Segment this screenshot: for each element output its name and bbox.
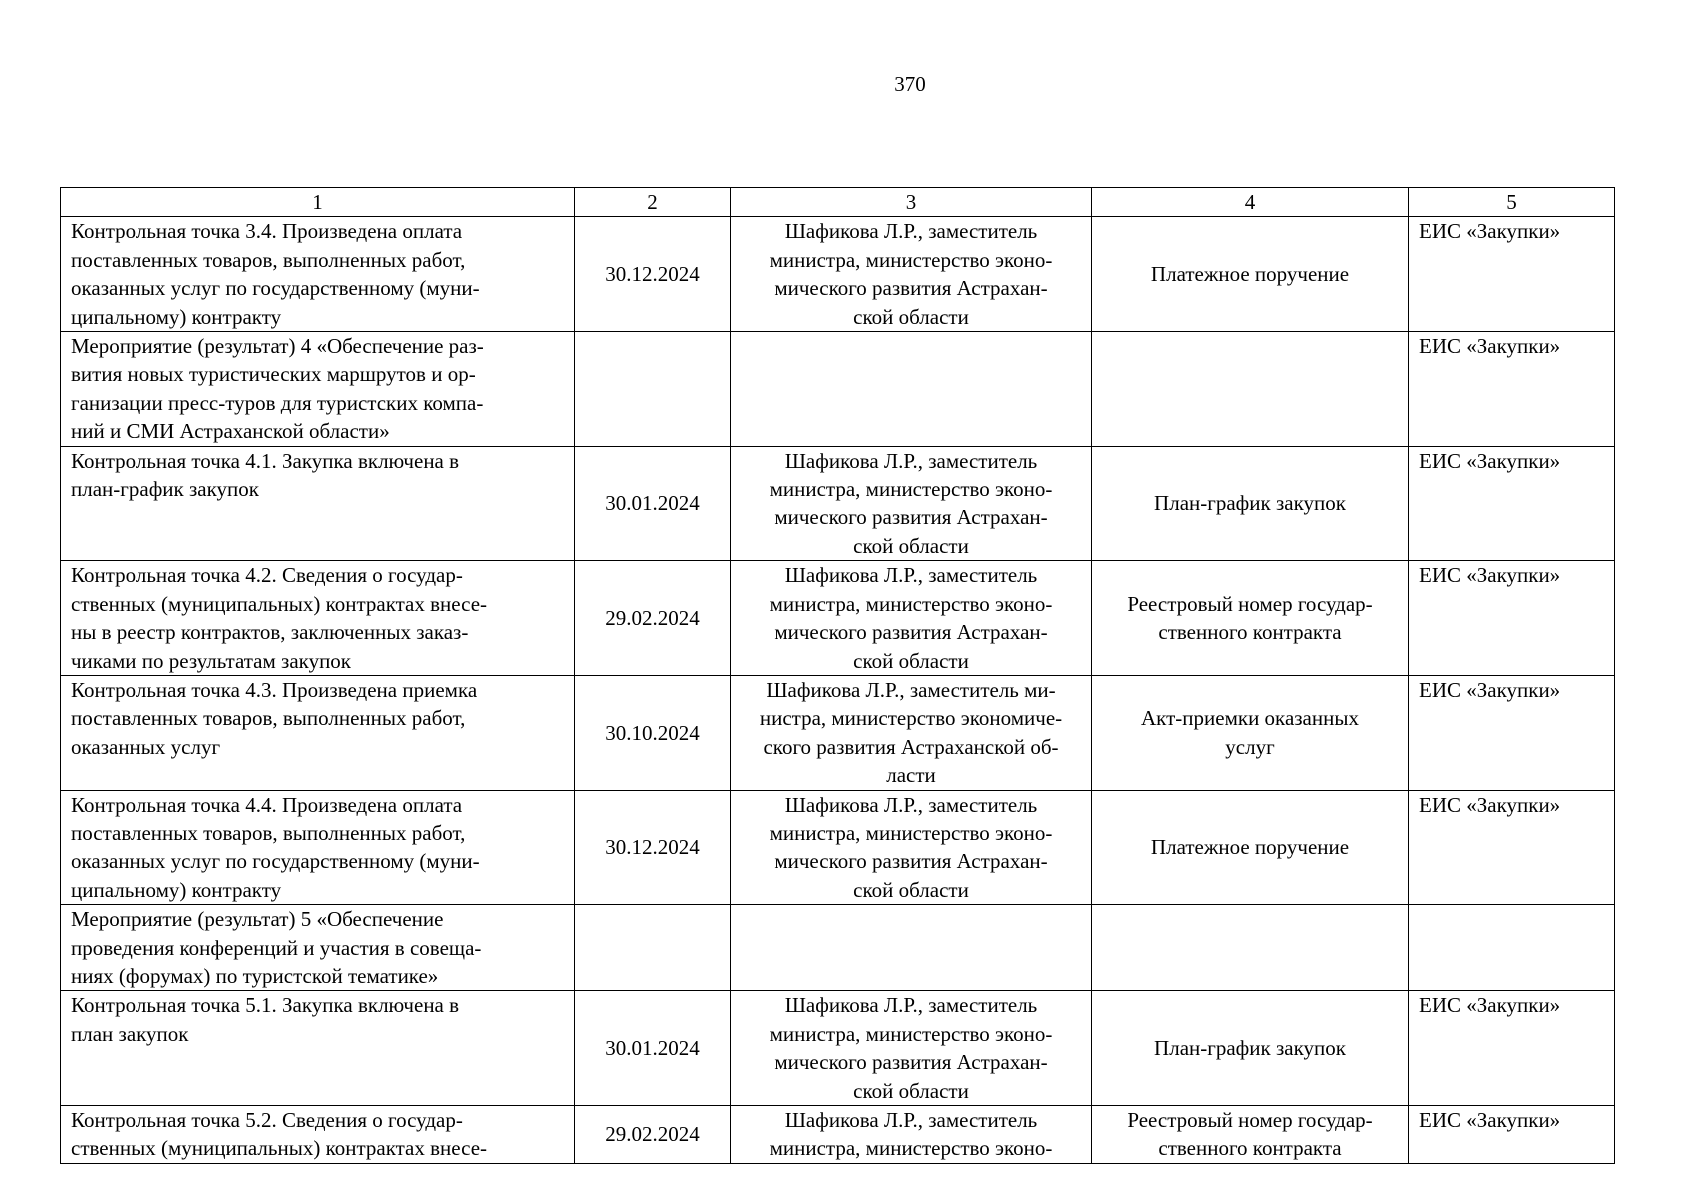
cell-deadline — [575, 675, 731, 790]
cell-line: ципальному) контракту — [71, 877, 282, 902]
cell-info-system — [1409, 217, 1615, 332]
cell-line: ЕИС «Закупки» — [1419, 1108, 1561, 1132]
cell-line: услуг — [1225, 734, 1275, 759]
cell-responsible — [731, 675, 1092, 790]
cell-line: Шафикова Л.Р., заместитель — [784, 563, 1038, 588]
cell-line: ЕИС «Закупки» — [1419, 993, 1561, 1018]
cell-line: проведения конференций и участия в совеща- — [71, 935, 482, 960]
cell-line: ской области — [853, 648, 969, 673]
cell-line: Мероприятие (результат) 5 «Обеспечение — [71, 907, 444, 932]
table-row — [61, 790, 1615, 905]
cell-line: мического развития Астрахан- — [774, 505, 1048, 530]
cell-info-system — [1409, 561, 1615, 676]
cell-line: ниях (форумах) по туристской тематике» — [71, 963, 439, 988]
cell-line: министра, министерство эконо- — [769, 477, 1053, 502]
cell-line: Шафикова Л.Р., заместитель — [784, 792, 1038, 817]
header-col-5: 5 — [1409, 188, 1615, 217]
page-number: 370 — [894, 72, 926, 96]
cell-line: ского развития Астраханской об- — [763, 734, 1059, 759]
table-row — [61, 561, 1615, 676]
cell-line: 30.12.2024 — [605, 835, 700, 860]
cell-line: ЕИС «Закупки» — [1419, 563, 1561, 588]
cell-line: 30.01.2024 — [605, 1035, 700, 1060]
cell-line: мического развития Астрахан- — [774, 620, 1048, 645]
cell-line: Платежное поручение — [1150, 835, 1350, 860]
cell-line: План-график закупок — [1154, 491, 1346, 516]
cell-line: мического развития Астрахан- — [774, 276, 1048, 301]
header-col-4: 4 — [1092, 188, 1409, 217]
cell-info-system — [1409, 790, 1615, 905]
cell-line: ний и СМИ Астраханской области» — [71, 419, 390, 444]
cell-item-name — [61, 332, 575, 447]
cell-deadline — [575, 905, 731, 991]
table-row — [61, 905, 1615, 991]
cell-line: поставленных товаров, выполненных работ, — [71, 247, 466, 272]
cell-line: ЕИС «Закупки» — [1419, 334, 1561, 359]
cell-line: ской области — [853, 304, 969, 329]
table-row — [61, 217, 1615, 332]
cell-line: Контрольная точка 5.2. Сведения о государ- — [71, 1108, 463, 1132]
header-col-1: 1 — [61, 188, 575, 217]
cell-line: Мероприятие (результат) 4 «Обеспечение раз- — [71, 334, 484, 359]
cell-line: 30.12.2024 — [605, 262, 700, 287]
cell-line: план-график закупок — [71, 477, 259, 502]
cell-deadline — [575, 1106, 731, 1164]
control-points-table — [60, 187, 1615, 1164]
table-row — [61, 1106, 1615, 1164]
cell-line: Шафикова Л.Р., заместитель ми- — [766, 677, 1056, 702]
cell-item-name — [61, 905, 575, 991]
cell-line: оказанных услуг по государственному (муни- — [71, 276, 480, 301]
cell-line: Контрольная точка 4.2. Сведения о государ- — [71, 563, 463, 588]
cell-line: план закупок — [71, 1021, 189, 1046]
cell-item-name — [61, 991, 575, 1106]
cell-line: министра, министерство эконо- — [769, 820, 1053, 845]
cell-deadline — [575, 332, 731, 447]
cell-line: ственного контракта — [1158, 620, 1342, 645]
cell-line: ЕИС «Закупки» — [1419, 677, 1561, 702]
cell-line: оказанных услуг по государственному (муни- — [71, 849, 480, 874]
cell-line: нистра, министерство экономиче- — [759, 706, 1063, 731]
cell-item-name — [61, 1106, 575, 1164]
table-row — [61, 332, 1615, 447]
cell-document — [1092, 446, 1409, 561]
cell-document — [1092, 905, 1409, 991]
cell-responsible — [731, 790, 1092, 905]
cell-line: ганизации пресс-туров для туристских компа- — [71, 390, 484, 415]
cell-line: ственного контракта — [1158, 1136, 1342, 1161]
cell-line: Шафикова Л.Р., заместитель — [784, 219, 1038, 244]
cell-line: Платежное поручение — [1150, 262, 1350, 287]
cell-line: Акт-приемки оказанных — [1141, 706, 1359, 731]
cell-info-system — [1409, 1106, 1615, 1164]
cell-responsible — [731, 446, 1092, 561]
cell-line: Шафикова Л.Р., заместитель — [784, 993, 1038, 1018]
cell-line: 30.10.2024 — [605, 720, 700, 745]
header-col-2: 2 — [575, 188, 731, 217]
cell-line: министра, министерство эконо- — [769, 247, 1053, 272]
cell-deadline — [575, 790, 731, 905]
cell-line: ны в реестр контрактов, заключенных заказ- — [71, 620, 469, 645]
cell-info-system — [1409, 991, 1615, 1106]
cell-line: мического развития Астрахан- — [774, 1050, 1048, 1075]
cell-line: Контрольная точка 4.1. Закупка включена в — [71, 448, 460, 473]
cell-responsible — [731, 217, 1092, 332]
cell-responsible — [731, 561, 1092, 676]
cell-deadline — [575, 561, 731, 676]
cell-item-name — [61, 675, 575, 790]
cell-line: мического развития Астрахан- — [774, 849, 1048, 874]
cell-document — [1092, 332, 1409, 447]
cell-document — [1092, 991, 1409, 1106]
cell-line: вития новых туристических маршрутов и ор- — [71, 362, 476, 387]
cell-item-name — [61, 446, 575, 561]
cell-deadline — [575, 217, 731, 332]
cell-deadline — [575, 991, 731, 1106]
cell-line: министра, министерство эконо- — [769, 1136, 1053, 1161]
cell-line: ласти — [886, 763, 936, 788]
cell-info-system — [1409, 905, 1615, 991]
cell-responsible — [731, 332, 1092, 447]
cell-line: ской области — [853, 877, 969, 902]
cell-line: План-график закупок — [1154, 1035, 1346, 1060]
cell-document — [1092, 675, 1409, 790]
cell-line: Реестровый номер государ- — [1127, 591, 1373, 616]
cell-document — [1092, 1106, 1409, 1164]
cell-line: Контрольная точка 3.4. Произведена оплата — [71, 219, 463, 244]
cell-line: ЕИС «Закупки» — [1419, 219, 1561, 244]
cell-item-name — [61, 217, 575, 332]
table-row — [61, 675, 1615, 790]
cell-document — [1092, 790, 1409, 905]
cell-document — [1092, 561, 1409, 676]
cell-line: министра, министерство эконо- — [769, 1021, 1053, 1046]
cell-line: ственных (муниципальных) контрактах внесе- — [71, 591, 488, 616]
cell-line: 29.02.2024 — [605, 605, 700, 630]
cell-document — [1092, 217, 1409, 332]
cell-line: ской области — [853, 533, 969, 558]
cell-info-system — [1409, 675, 1615, 790]
cell-responsible — [731, 905, 1092, 991]
header-col-3: 3 — [731, 188, 1092, 217]
cell-line: ской области — [853, 1078, 969, 1103]
cell-line: оказанных услуг — [71, 734, 221, 759]
table-row — [61, 446, 1615, 561]
cell-line: ЕИС «Закупки» — [1419, 792, 1561, 817]
cell-line: чиками по результатам закупок — [71, 648, 352, 673]
cell-item-name — [61, 790, 575, 905]
cell-line: министра, министерство эконо- — [769, 591, 1053, 616]
table-row — [61, 991, 1615, 1106]
cell-info-system — [1409, 332, 1615, 447]
cell-line: поставленных товаров, выполненных работ, — [71, 706, 466, 731]
cell-line: ципальному) контракту — [71, 304, 282, 329]
cell-item-name — [61, 561, 575, 676]
cell-line: Контрольная точка 4.4. Произведена оплата — [71, 792, 463, 817]
table-header-row — [61, 188, 1615, 217]
cell-responsible — [731, 1106, 1092, 1164]
cell-line: Шафикова Л.Р., заместитель — [784, 448, 1038, 473]
cell-line: ЕИС «Закупки» — [1419, 448, 1561, 473]
cell-line: Контрольная точка 5.1. Закупка включена в — [71, 993, 460, 1018]
cell-line: ственных (муниципальных) контрактах внесе- — [71, 1136, 488, 1161]
cell-deadline — [575, 446, 731, 561]
cell-line: 30.01.2024 — [605, 491, 700, 516]
cell-line: поставленных товаров, выполненных работ, — [71, 820, 466, 845]
table-body — [61, 217, 1615, 1164]
cell-line: Шафикова Л.Р., заместитель — [784, 1108, 1038, 1132]
cell-info-system — [1409, 446, 1615, 561]
cell-responsible — [731, 991, 1092, 1106]
cell-line: Реестровый номер государ- — [1127, 1108, 1373, 1132]
cell-line: 29.02.2024 — [605, 1122, 700, 1146]
cell-line: Контрольная точка 4.3. Произведена приемка — [71, 677, 478, 702]
